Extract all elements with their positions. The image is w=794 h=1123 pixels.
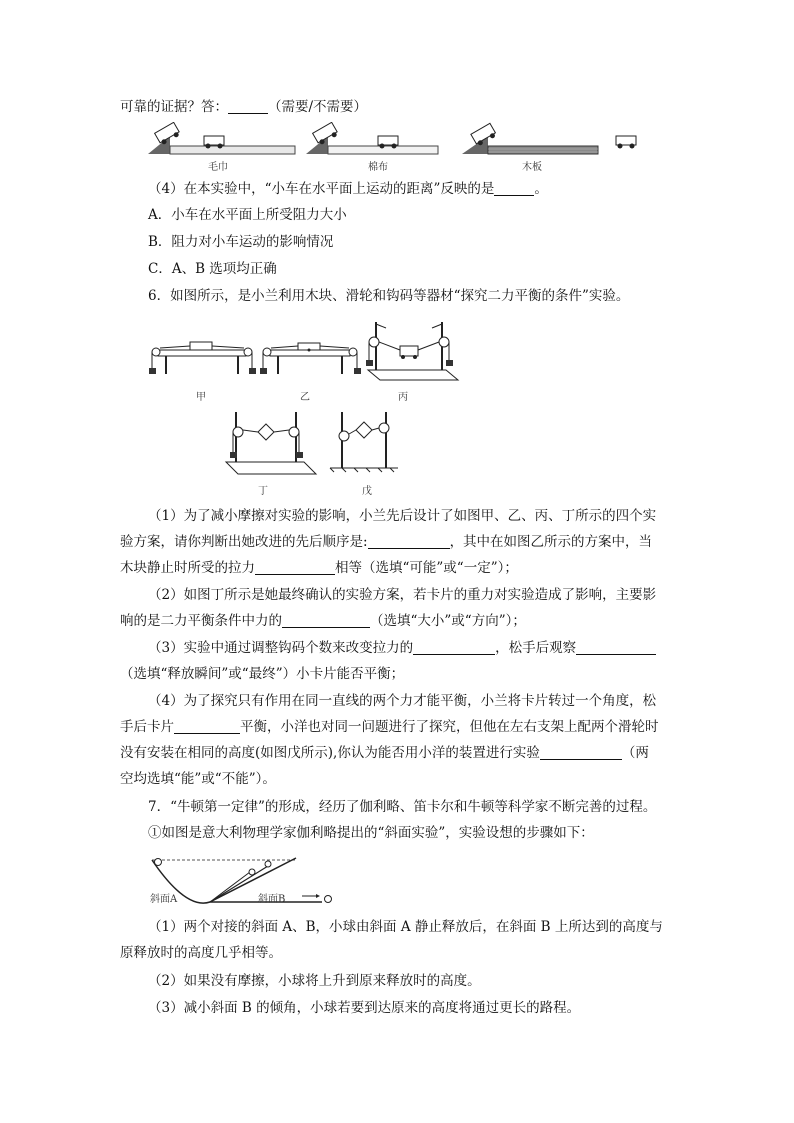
q6-4-line4: 空均选填“能”或“不能”）。	[120, 771, 276, 787]
q6-1-text-c: 木块静止时所受的拉力	[120, 560, 255, 576]
q6-2-text-a: 响的是二力平衡条件中力的	[120, 613, 282, 629]
fig-label-bing: 丙	[398, 392, 408, 403]
fig-label-jia: 甲	[196, 392, 206, 403]
q5-answer-prefix: 可靠的证据？答：	[120, 99, 228, 115]
q5-4-stem	[148, 180, 548, 198]
answer-blank[interactable]	[576, 640, 656, 655]
setup-ding	[226, 412, 316, 474]
q6-2-text-b: （选填“大小”或“方向”）；	[370, 613, 526, 629]
force-balance-figures-row2	[222, 408, 402, 480]
answer-blank[interactable]	[228, 99, 268, 114]
q6-1-text-a: 验方案，请你判断出她改进的先后顺序是:	[120, 534, 368, 550]
q6-4-text-a: 手后卡片	[120, 719, 174, 735]
option-b: B．阻力对小车运动的影响情况	[148, 234, 334, 250]
q6-4-text-c: 没有安装在相同的高度(如图戊所示),你认为能否用小洋的装置进行实验	[120, 745, 540, 761]
q7-step3: （3）减小斜面 B 的倾角，小球若要到达原来的高度将通过更长的路程。	[148, 1000, 581, 1016]
setup-jia	[149, 342, 256, 374]
q6-3-text-a: （3）实验中通过调整钩码个数来改变拉力的	[148, 640, 414, 656]
q6-1-text-b: ，其中在如图乙所示的方案中，当	[449, 534, 653, 550]
q7-stem: 7．“牛顿第一定律”的形成，经历了伽利略、笛卡尔和牛顿等科学家不断完善的过程。	[148, 799, 657, 815]
q6-4-line1: （4）为了探究只有作用在同一直线的两个力才能平衡，小兰将卡片转过一个角度，松	[148, 693, 657, 709]
q5-4-stem-text: （4）在本实验中，“小车在水平面上运动的距离”反映的是	[148, 181, 495, 197]
q7-step1-line2: 原释放时的高度几乎相等。	[120, 945, 282, 961]
answer-blank[interactable]	[368, 534, 450, 549]
setup-wu	[330, 412, 398, 472]
cotton-setup	[306, 122, 438, 154]
q6-3-text-b: ，松手后观察	[495, 640, 577, 656]
q6-stem: 6．如图所示，是小兰利用木块、滑轮和钩码等器材“探究二力平衡的条件”实验。	[148, 288, 630, 304]
q6-1-text-d: 相等（选填“可能”或“一定”）；	[335, 560, 518, 576]
setup-yi	[260, 343, 361, 374]
surface-label-cotton: 棉布	[368, 162, 388, 173]
q5-4-stem-end: 。	[534, 181, 548, 197]
q6-1-line2	[120, 533, 652, 551]
q6-3-line1	[148, 639, 656, 657]
surface-label-wood: 木板	[522, 162, 542, 173]
force-balance-figures-row1	[146, 318, 466, 390]
q7-step1-line1: （1）两个对接的斜面 A、B，小球由斜面 A 静止释放后，在斜面 B 上所达到的高度与	[148, 919, 663, 935]
q6-4-text-b: 平衡，小洋也对同一问题进行了探究，但他在左右支架上配两个滑轮时	[240, 719, 659, 735]
q7-step2: （2）如果没有摩擦，小球将上升到原来释放时的高度。	[148, 973, 481, 989]
q6-4-line3	[120, 744, 649, 762]
answer-blank[interactable]	[413, 640, 495, 655]
option-c: C．A、B 选项均正确	[148, 261, 277, 277]
surface-label-towel: 毛巾	[208, 162, 228, 173]
q7-sub: ①如图是意大利物理学家伽利略提出的“斜面实验”，实验设想的步骤如下：	[148, 825, 594, 841]
answer-blank[interactable]	[494, 181, 534, 196]
q6-4-text-d: （两	[621, 745, 649, 761]
option-a: A．小车在水平面上所受阻力大小	[148, 207, 347, 223]
wood-setup	[462, 123, 636, 154]
fig-label-plane-b: 斜面B	[258, 894, 286, 905]
answer-blank[interactable]	[174, 719, 240, 734]
q6-1-line3	[120, 559, 518, 577]
q6-3-line2: （选填“释放瞬间”或“最终”）小卡片能否平衡；	[120, 666, 405, 682]
fig-label-yi: 乙	[300, 392, 310, 403]
answer-blank[interactable]	[540, 745, 622, 760]
q6-4-line2	[120, 718, 659, 736]
towel-setup	[148, 122, 295, 154]
fig-label-ding: 丁	[258, 486, 268, 497]
answer-blank[interactable]	[255, 560, 335, 575]
setup-bing	[366, 322, 458, 380]
q6-2-line2	[120, 612, 526, 630]
fig-label-plane-a: 斜面A	[150, 894, 178, 905]
answer-blank[interactable]	[282, 613, 370, 628]
q5-answer-suffix: （需要/不需要）	[268, 99, 368, 115]
q6-2-line1: （2）如图丁所示是她最终确认的实验方案，若卡片的重力对实验造成了影响，主要影	[148, 587, 657, 603]
fig-label-wu: 戊	[362, 486, 372, 497]
q5-answer-line	[120, 98, 367, 116]
q6-1-line1: （1）为了减小摩擦对实验的影响，小兰先后设计了如图甲、乙、丙、丁所示的四个实	[148, 508, 657, 524]
